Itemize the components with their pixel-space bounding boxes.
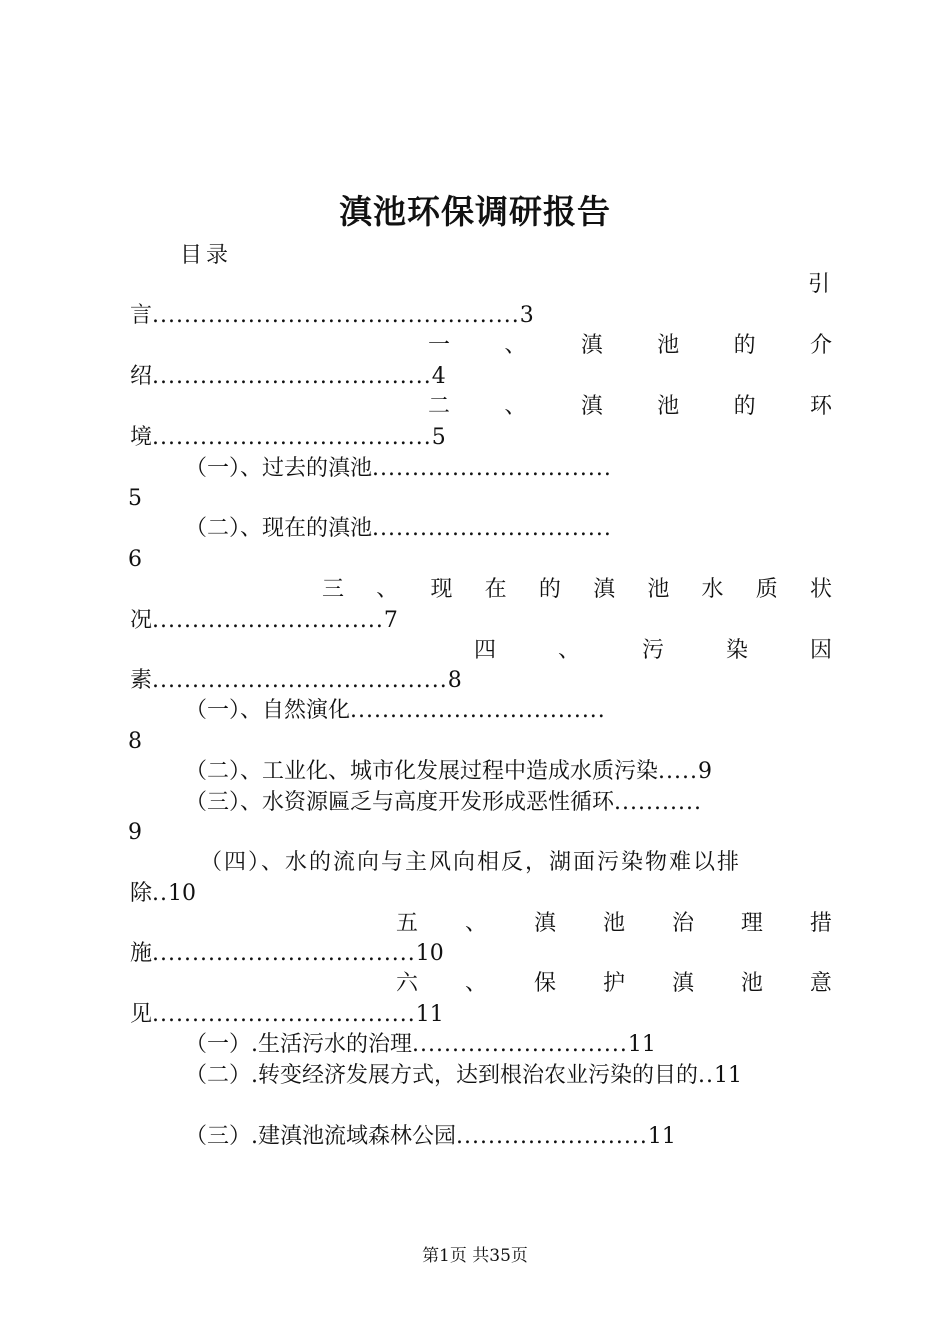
toc-entry-text: （三）、水资源匾乏与高度开发形成恶性循环 [185, 790, 615, 815]
toc-entry-4-1[interactable] [185, 696, 606, 726]
toc-leader-dots: ................................... [152, 425, 432, 450]
toc-entry-intro[interactable] [130, 301, 534, 331]
toc-entry-text: （一）.生活污水的治理 [185, 1032, 412, 1057]
toc-entry-4-head: 四 、 污 染 因 [474, 638, 832, 663]
toc-entry-text: （二）、现在的滇池 [185, 516, 373, 541]
toc-entry-text: 境 [130, 425, 153, 450]
toc-page-number: 10 [415, 941, 444, 966]
toc-leader-dots: ..... [658, 759, 698, 784]
toc-entry-3[interactable] [130, 606, 398, 636]
toc-page-number: 11 [647, 1124, 676, 1149]
toc-entry-4-3[interactable] [185, 788, 702, 818]
toc-entry-1[interactable] [130, 362, 446, 392]
toc-entry-text: 除 [130, 881, 153, 906]
toc-page-number: 11 [714, 1063, 742, 1088]
toc-entry-text: （三）.建滇池流域森林公园 [185, 1124, 456, 1149]
toc-entry-6-2[interactable] [185, 1061, 742, 1091]
toc-entry-6-head: 六 、 保 护 滇 池 意 [396, 971, 832, 996]
toc-page-number: 3 [519, 303, 534, 328]
toc-page-number: 10 [168, 881, 197, 906]
toc-leader-dots: ................................. [152, 941, 416, 966]
toc-page-number: 4 [431, 364, 446, 389]
toc-entry-4[interactable] [130, 666, 462, 696]
toc-entry-text: （四）、水的流向与主风向相反，湖面污染物难以排 [200, 850, 742, 875]
toc-leader-dots: ........................ [456, 1124, 648, 1149]
toc-heading: 目录 [180, 243, 233, 268]
toc-leader-dots: ............................. [152, 608, 384, 633]
toc-page-number: 8 [447, 668, 462, 693]
toc-page-number: 11 [627, 1032, 656, 1057]
toc-leader-dots: .............................. [372, 456, 612, 481]
toc-entry-6-3[interactable] [185, 1122, 676, 1152]
toc-entry-4-4-cont [130, 879, 196, 909]
toc-entry-text: （一）、过去的滇池 [185, 456, 373, 481]
toc-entry-4-4[interactable] [200, 848, 741, 878]
toc-page-number: 7 [383, 608, 398, 633]
toc-entry-text: 况 [130, 608, 153, 633]
toc-leader-dots: ................................ [350, 698, 606, 723]
page-footer: 第1页 共35页 [422, 1246, 528, 1266]
toc-entry-5-head: 五 、 滇 池 治 理 措 [396, 911, 832, 936]
toc-entry-2-head: 二 、 滇 池 的 环 [428, 394, 832, 419]
toc-leader-dots: ................................... [152, 364, 432, 389]
toc-entry-2[interactable] [130, 423, 446, 453]
toc-leader-dots: ........... [614, 790, 702, 815]
toc-leader-dots: .............................................. [152, 303, 520, 328]
toc-leader-dots: .. [152, 881, 169, 906]
toc-entry-2-2[interactable] [185, 514, 612, 544]
toc-page-number: 9 [697, 759, 712, 784]
toc-leader-dots: ................................. [152, 1002, 416, 1027]
toc-leader-dots: ........................... [412, 1032, 628, 1057]
toc-entry-text: （二）、工业化、城市化发展过程中造成水质污染 [185, 759, 659, 784]
toc-page-number: 8 [128, 729, 142, 754]
toc-entry-4-2[interactable] [185, 757, 712, 787]
toc-entry-text: 绍 [130, 364, 153, 389]
toc-leader-dots: .............................. [372, 516, 612, 541]
toc-page-number: 5 [431, 425, 446, 450]
toc-page-number: 9 [128, 820, 142, 845]
toc-page-number: 11 [415, 1002, 444, 1027]
toc-entry-3-head: 三 、 现 在 的 滇 池 水 质 状 [322, 577, 832, 602]
toc-entry-1-head: 一 、 滇 池 的 介 [428, 333, 832, 358]
toc-entry-text: 施 [130, 941, 153, 966]
toc-entry-text: （一）、自然演化 [185, 698, 351, 723]
toc-entry-6-1[interactable] [185, 1030, 656, 1060]
toc-entry-6[interactable] [130, 1000, 444, 1030]
toc-entry-2-1[interactable] [185, 454, 612, 484]
document-title: 滇池环保调研报告 [339, 192, 611, 231]
toc-entry-text: （二）.转变经济发展方式，达到根治农业污染的目的 [185, 1063, 698, 1088]
toc-entry-5[interactable] [130, 939, 444, 969]
toc-leader-dots: ..................................... [152, 668, 448, 693]
toc-entry-text: 素 [130, 668, 153, 693]
toc-leader-dots: .. [698, 1063, 714, 1088]
toc-entry-text: 言 [130, 303, 153, 328]
toc-page-number: 5 [128, 486, 142, 511]
toc-entry-intro-head: 引 [808, 272, 831, 297]
toc-page-number: 6 [128, 547, 142, 572]
toc-entry-text: 见 [130, 1002, 153, 1027]
